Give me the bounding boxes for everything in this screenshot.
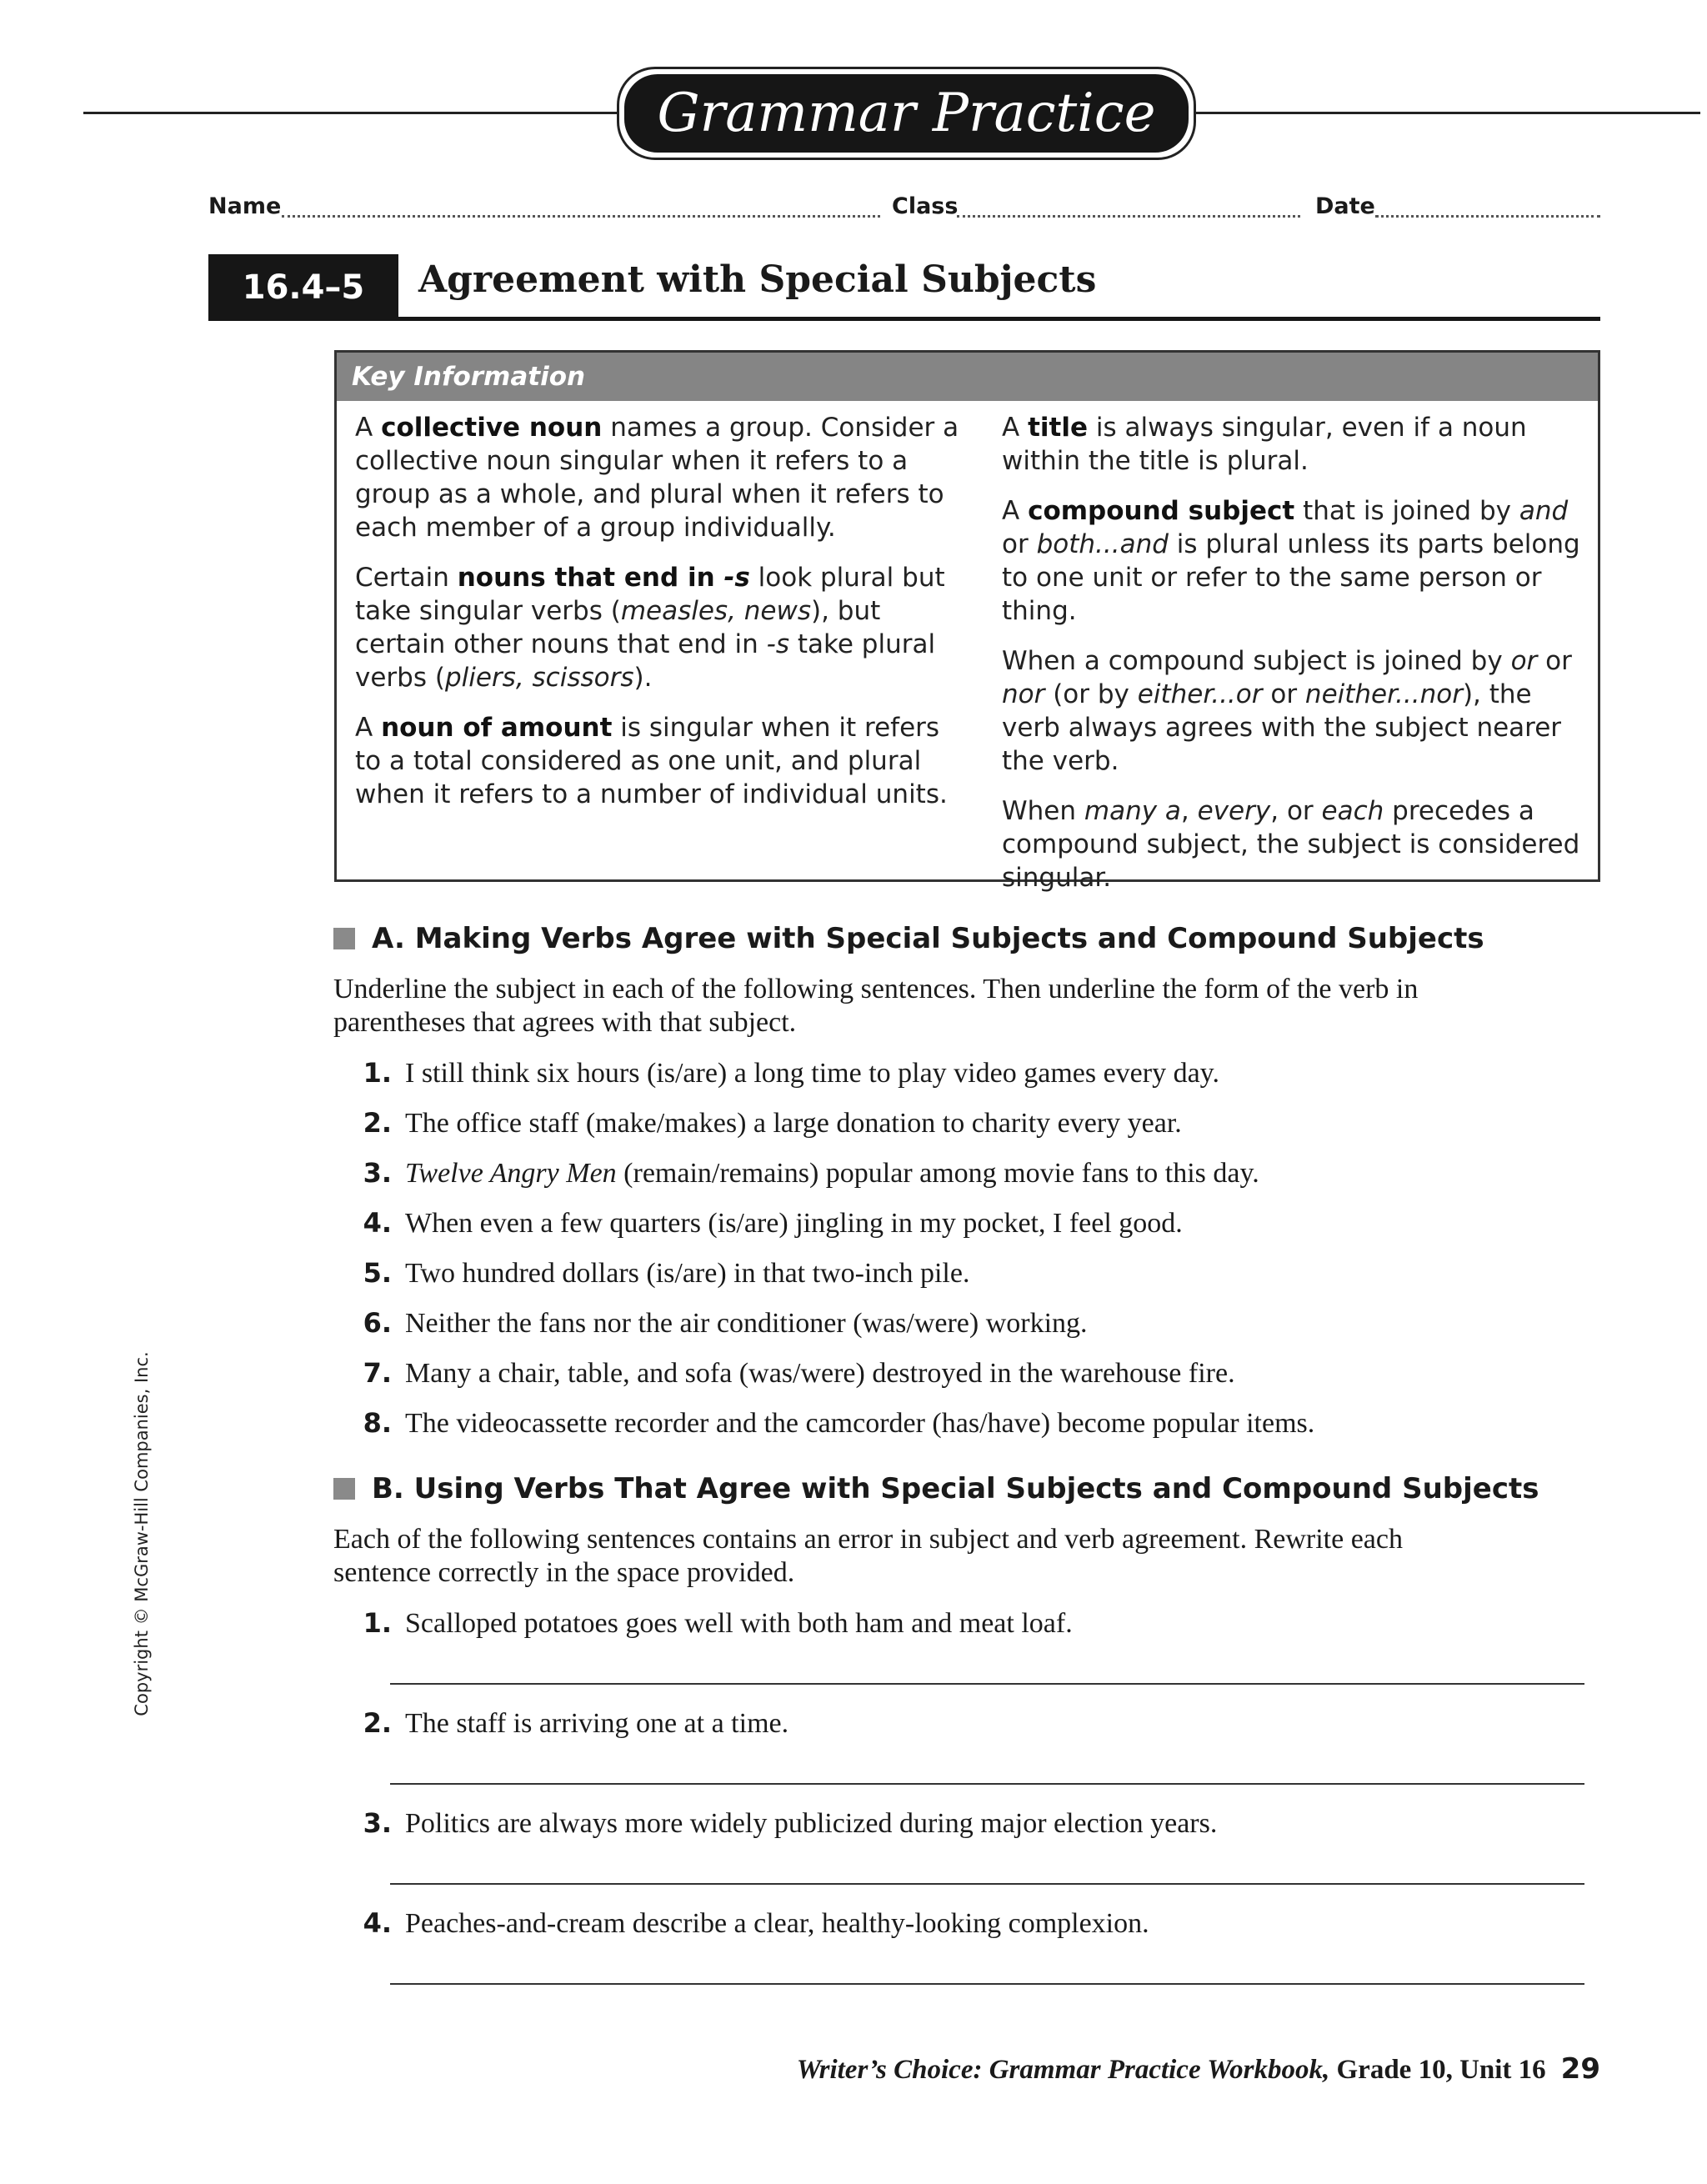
footer-book-title: Writer’s Choice: Grammar Practice Workbook, — [796, 2055, 1330, 2085]
key-information-box — [334, 350, 1600, 893]
key-info-or-nor: When a compound subject is joined by or or nor (or by either...or or neither...nor), the verb always agrees with the subject nearer the verb. — [1002, 646, 1572, 776]
name-label: Name — [208, 193, 282, 219]
footer-grade-unit: Grade 10, Unit 16 — [1329, 2055, 1546, 2085]
exercise-a-heading: A. Making Verbs Agree with Special Subjects and Compound Subjects — [333, 922, 1484, 955]
section-number: 16.4–5 — [208, 254, 398, 321]
exercise-b-item: 1. Scalloped potatoes goes well with both ham and meat loaf. — [363, 1607, 1073, 1639]
copyright-notice: Copyright © McGraw-Hill Companies, Inc. — [132, 1351, 152, 1716]
key-info-collective-noun: A collective noun names a group. Consider a collective noun singular when it refers to a group as a whole, and plural when it refers to each member of a group individually. — [355, 413, 959, 543]
date-label: Date — [1315, 193, 1375, 219]
date-field[interactable] — [1375, 215, 1600, 218]
key-info-right-column — [1002, 411, 1594, 911]
square-bullet-icon — [333, 1478, 355, 1500]
key-info-many-a: When many a, every, or each precedes a compound subject, the subject is considered singular. — [1002, 796, 1580, 893]
exercise-b-instructions: Each of the following sentences contains an error in subject and verb agreement. Rewrite each sentence correctly in the space provided. — [333, 1524, 1403, 1588]
key-information-heading: Key Information — [337, 353, 1598, 401]
exercise-a-item: 2. The office staff (make/makes) a large donation to charity every year. — [363, 1107, 1182, 1139]
class-field[interactable] — [957, 215, 1300, 218]
square-bullet-icon — [333, 928, 355, 949]
header-rule-left — [83, 112, 617, 114]
exercise-b-item: 2. The staff is arriving one at a time. — [363, 1707, 789, 1739]
key-info-compound-subject: A compound subject that is joined by and or both...and is plural unless its parts belong to one unit or refer to the same person or thing. — [1002, 496, 1580, 626]
key-info-left-column — [355, 411, 972, 828]
exercise-a-item: 1. I still think six hours (is/are) a long time to play video games every day. — [363, 1057, 1219, 1089]
key-info-nouns-ending-s: Certain nouns that end in -s look plural but take singular verbs (measles, news), but certain other nouns that end in -s take plural verbs (pliers, scissors). — [355, 563, 945, 693]
exercise-a-item: 3. Twelve Angry Men (remain/remains) popular among movie fans to this day. — [363, 1157, 1259, 1189]
exercise-a-item: 6. Neither the fans nor the air conditioner (was/were) working. — [363, 1307, 1088, 1339]
name-class-date-row — [208, 193, 1600, 222]
exercise-b-item: 4. Peaches-and-cream describe a clear, healthy-looking complexion. — [363, 1907, 1149, 1939]
key-info-noun-of-amount: A noun of amount is singular when it refers to a total considered as one unit, and plural when it refers to a number of individual units. — [355, 713, 948, 809]
page-title: Grammar Practice — [657, 83, 1156, 144]
class-label: Class — [892, 193, 959, 219]
answer-line[interactable] — [390, 1683, 1584, 1685]
exercise-a-item: 5. Two hundred dollars (is/are) in that two-inch pile. — [363, 1257, 970, 1289]
key-info-title: A title is always singular, even if a noun within the title is plural. — [1002, 413, 1527, 476]
exercise-b-item: 3. Politics are always more widely publicized during major election years. — [363, 1807, 1218, 1839]
answer-line[interactable] — [390, 1883, 1584, 1885]
section-rule — [398, 317, 1600, 321]
section-title: Agreement with Special Subjects — [418, 258, 1097, 301]
answer-line[interactable] — [390, 1783, 1584, 1785]
page-number: 29 — [1560, 2052, 1600, 2086]
page-footer — [797, 2052, 1600, 2086]
name-field[interactable] — [282, 215, 880, 218]
exercise-b-heading: B. Using Verbs That Agree with Special Subjects and Compound Subjects — [333, 1472, 1539, 1505]
answer-line[interactable] — [390, 1983, 1584, 1985]
exercise-a-item: 4. When even a few quarters (is/are) jingling in my pocket, I feel good. — [363, 1207, 1183, 1239]
exercise-a-item: 7. Many a chair, table, and sofa (was/were) destroyed in the warehouse fire. — [363, 1357, 1235, 1389]
exercise-a-item: 8. The videocassette recorder and the camcorder (has/have) become popular items. — [363, 1407, 1315, 1439]
header-rule-right — [1196, 112, 1700, 114]
header-banner — [617, 67, 1196, 160]
exercise-a-instructions: Underline the subject in each of the following sentences. Then underline the form of the verb in parentheses that agrees with that subject. — [333, 974, 1419, 1038]
